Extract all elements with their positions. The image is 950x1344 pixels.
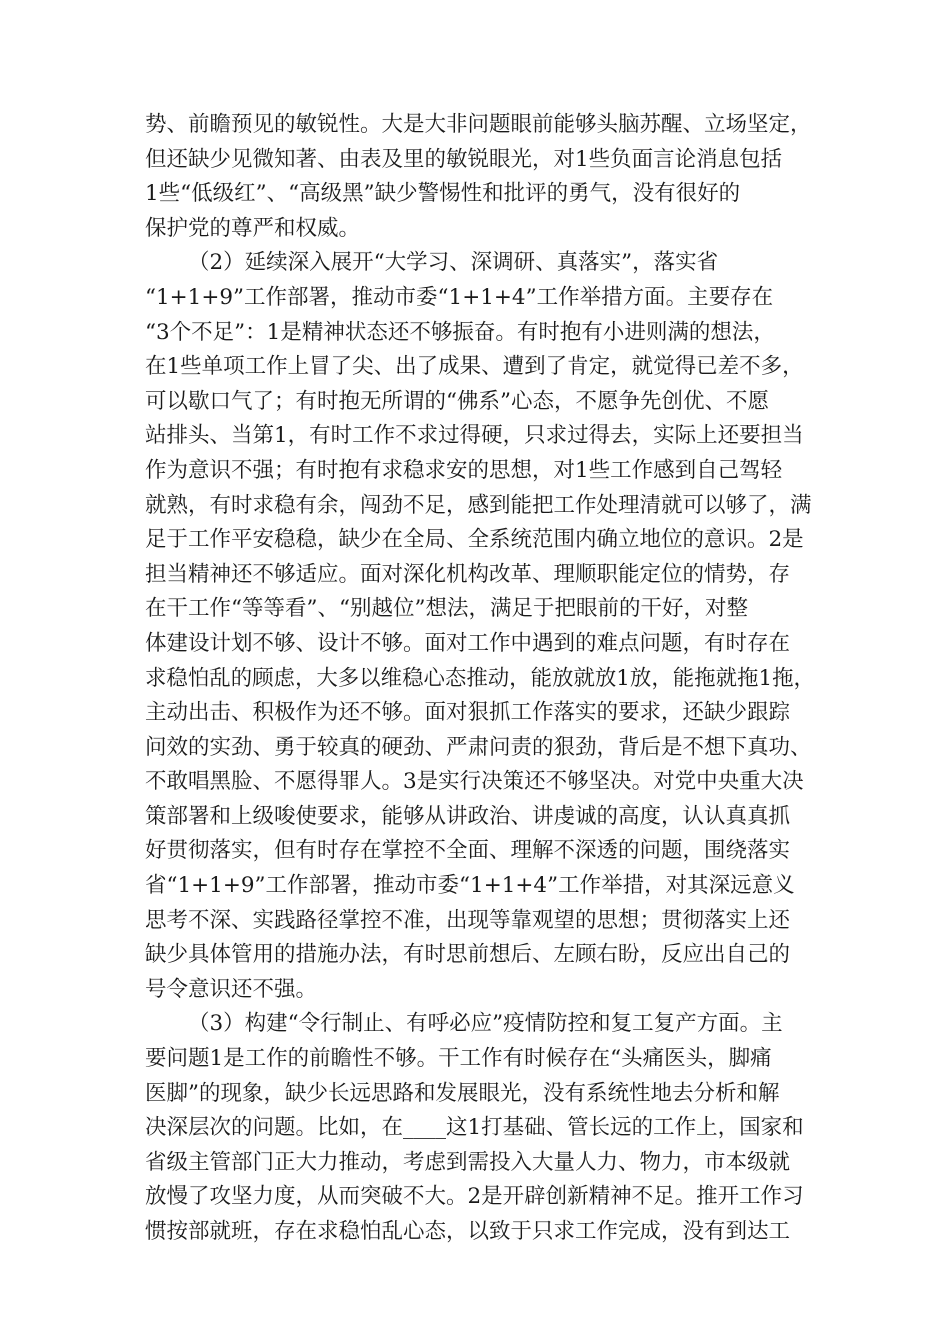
text-line: 可以歇口气了；有时抱无所谓的“佛系”心态，不愿争先创优、不愿 — [145, 388, 769, 414]
text-line: 惯按部就班，存在求稳怕乱心态，以致于只求工作完成，没有到达工 — [145, 1219, 791, 1244]
text-line: 足于工作平安稳稳，缺少在全局、全系统范围内确立地位的意识。2是 — [145, 527, 804, 553]
text-line: 主动出击、积极作为还不够。面对狠抓工作落实的要求，还缺少跟踪 — [145, 700, 791, 726]
document-body — [145, 108, 815, 1250]
text-line: 决深层次的问题。比如，在____这1打基础、管长远的工作上，国家和 — [145, 1115, 804, 1141]
text-line: “1+1+9”工作部署，推动市委“1+1+4”工作举措方面。主要存在 — [145, 284, 774, 310]
text-line: 但还缺少见微知著、由表及里的敏锐眼光，对1些负面言论消息包括 — [145, 146, 783, 172]
text-line: 好贯彻落实，但有时存在掌控不全面、理解不深透的问题，围绕落实 — [145, 838, 791, 864]
text-line: 求稳怕乱的顾虑，大多以维稳心态推动，能放就放1放，能拖就拖1拖， — [145, 665, 815, 691]
text-line: 思考不深、实践路径掌控不准，出现等靠观望的思想；贯彻落实上还 — [145, 907, 791, 933]
text-line: 1些“低级红”、“高级黑”缺少警惕性和批评的勇气，没有很好的 — [145, 181, 741, 207]
text-line: 保护党的尊严和权威。 — [145, 215, 361, 241]
text-line: 担当精神还不够适应。面对深化机构改革、理顺职能定位的情势，存 — [145, 561, 791, 587]
text-line: 体建设计划不够、设计不够。面对工作中遇到的难点问题，有时存在 — [145, 630, 791, 656]
text-line: 省级主管部门正大力推动，考虑到需投入大量人力、物力，市本级就 — [145, 1149, 791, 1175]
text-line: 在干工作“等等看”、“别越位”想法，满足于把眼前的干好，对整 — [145, 596, 748, 622]
text-line: 策部署和上级唆使要求，能够从讲政治、讲虔诚的高度，认认真真抓 — [145, 803, 791, 829]
text-line: 放慢了攻坚力度，从而突破不大。2是开辟创新精神不足。推开工作习 — [145, 1184, 804, 1210]
section-3-heading-line: （3）构建“令行制止、有呼必应”疫情防控和复工复产方面。主 — [188, 1011, 783, 1037]
text-line: 要问题1是工作的前瞻性不够。干工作有时候存在“头痛医头，脚痛 — [145, 1046, 772, 1072]
text-line: 号令意识还不强。 — [145, 976, 318, 1002]
text-line: 站排头、当第1，有时工作不求过得硬，只求过得去，实际上还要担当 — [145, 423, 804, 449]
text-line: 不敢唱黑脸、不愿得罪人。3是实行决策还不够坚决。对党中央重大决 — [145, 769, 804, 795]
text-line: 作为意识不强；有时抱有求稳求安的思想，对1些工作感到自己驾轻 — [145, 457, 783, 483]
text-line: 医脚”的现象，缺少长远思路和发展眼光，没有系统性地去分析和解 — [145, 1080, 780, 1106]
text-line: 在1些单项工作上冒了尖、出了成果、遭到了肯定，就觉得已差不多， — [145, 354, 804, 380]
text-line: 缺少具体管用的措施办法，有时思前想后、左顾右盼，反应出自己的 — [145, 942, 791, 968]
text-line: 问效的实劲、勇于较真的硬劲、严肃问责的狠劲，背后是不想下真功、 — [145, 734, 812, 760]
text-line: 势、前瞻预见的敏锐性。大是大非问题眼前能够头脑苏醒、立场坚定， — [145, 112, 812, 137]
text-line: 省“1+1+9”工作部署，推动市委“1+1+4”工作举措，对其深远意义 — [145, 873, 795, 899]
text-line: “3个不足”：1是精神状态还不够振奋。有时抱有小进则满的想法， — [145, 319, 775, 345]
section-2-heading-line: （2）延续深入展开“大学习、深调研、真落实”，落实省 — [188, 250, 719, 276]
text-line: 就熟，有时求稳有余，闯劲不足，感到能把工作处理清就可以够了，满 — [145, 492, 812, 518]
